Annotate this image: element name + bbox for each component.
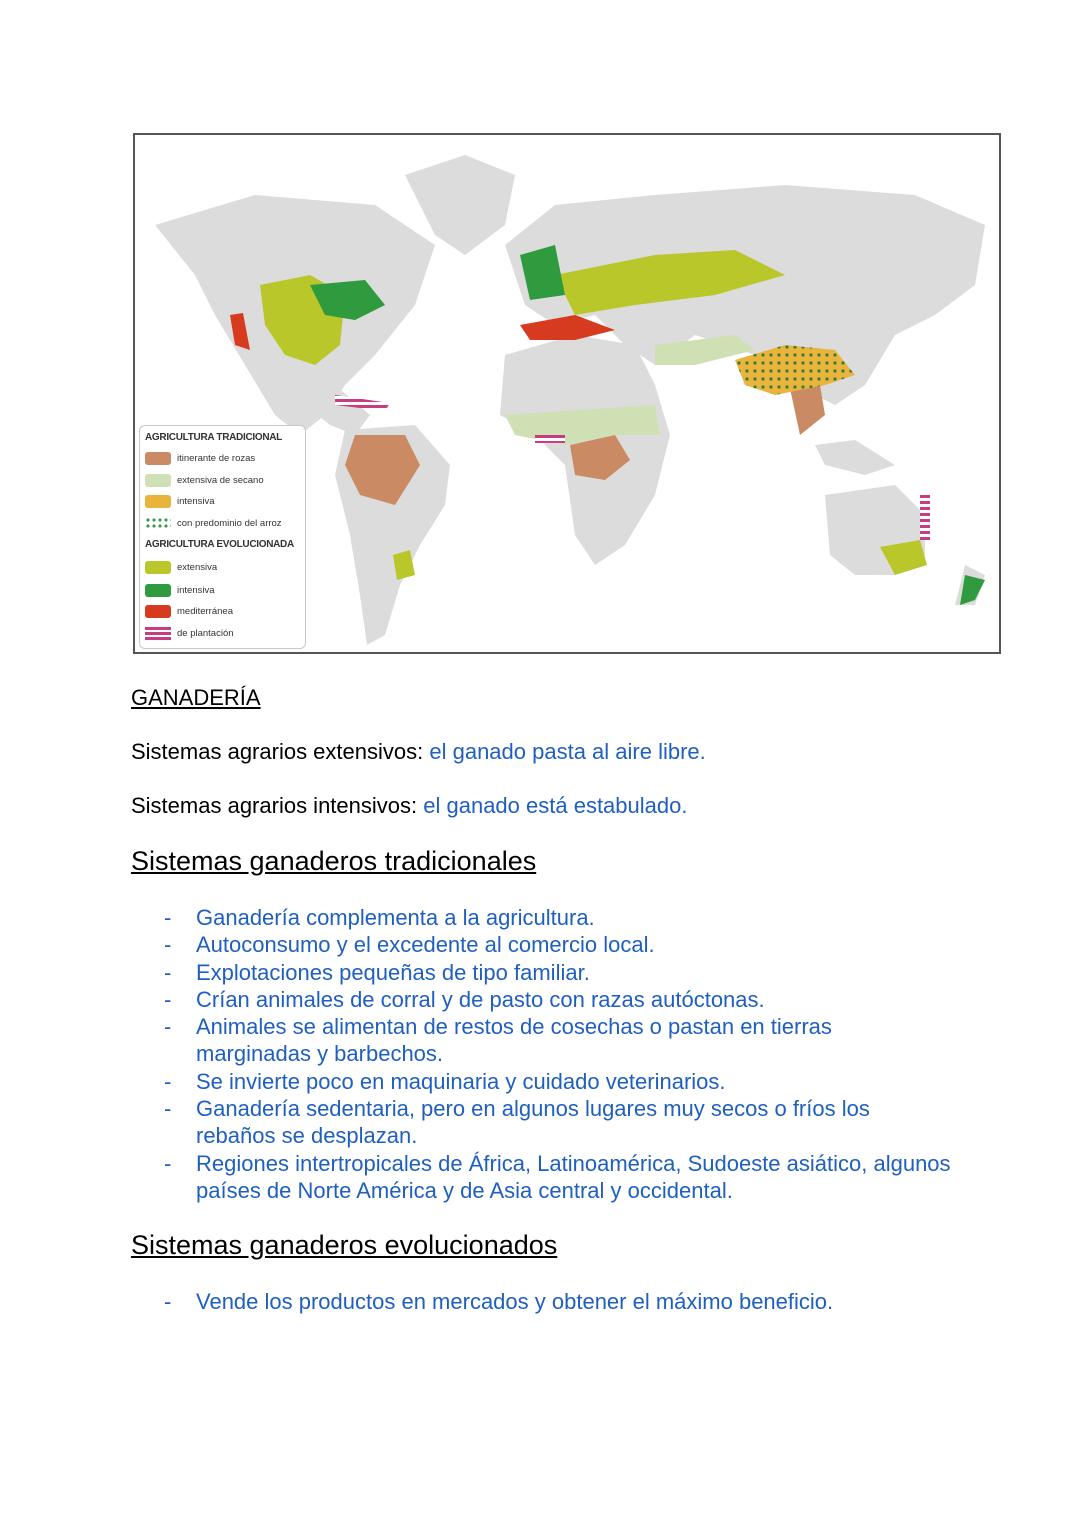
legend-item bbox=[145, 559, 217, 575]
ganaderia-heading: GANADERÍA bbox=[131, 685, 261, 710]
list-item: - Se invierte poco en maquinaria y cuidado veterinarios. bbox=[164, 1068, 726, 1094]
list-item: - Ganadería sedentaria, pero en algunos lugares muy secos o fríos los rebaños se desplazan. bbox=[164, 1096, 870, 1149]
intensivos-value: el ganado está estabulado. bbox=[423, 793, 688, 818]
extensivos-line bbox=[131, 738, 706, 765]
extensivos-label: Sistemas agrarios extensivos: bbox=[131, 739, 424, 764]
legend-label: mediterránea bbox=[177, 605, 233, 617]
legend-label: itinerante de rozas bbox=[177, 452, 256, 464]
evolucionados-title: Sistemas ganaderos evolucionados bbox=[131, 1230, 558, 1260]
legend-swatch bbox=[145, 561, 171, 574]
legend-label: extensiva bbox=[177, 561, 218, 573]
legend-item bbox=[145, 515, 282, 531]
legend-label: de plantación bbox=[177, 627, 234, 639]
legend-evolved-title: AGRICULTURA EVOLUCIONADA bbox=[145, 539, 294, 550]
legend-label: intensiva bbox=[177, 495, 215, 507]
legend-label: extensiva de secano bbox=[177, 474, 264, 486]
map-legend bbox=[139, 425, 306, 649]
list-item: - Animales se alimentan de restos de cosechas o pastan en tierras marginadas y barbechos. bbox=[164, 1014, 832, 1067]
legend-item bbox=[145, 603, 233, 619]
legend-label: intensiva bbox=[177, 584, 215, 596]
intensivos-label: Sistemas agrarios intensivos: bbox=[131, 793, 418, 818]
legend-item bbox=[145, 472, 264, 488]
extensivos-value: el ganado pasta al aire libre. bbox=[429, 739, 706, 764]
legend-swatch bbox=[145, 517, 171, 530]
legend-traditional-title: AGRICULTURA TRADICIONAL bbox=[145, 432, 282, 443]
area-plantacion-au bbox=[920, 495, 930, 540]
list-item: - Regiones intertropicales de África, Latinoamérica, Sudoeste asiático, algunos países de Norte América y de Asia central y occidental. bbox=[164, 1150, 951, 1203]
list-item: - Ganadería complementa a la agricultura. bbox=[164, 905, 595, 930]
legend-swatch bbox=[145, 605, 171, 618]
legend-swatch bbox=[145, 584, 171, 597]
evolucionados-list bbox=[131, 1288, 951, 1315]
world-agriculture-map bbox=[133, 133, 1001, 654]
legend-swatch bbox=[145, 495, 171, 508]
list-item: - Vende los productos en mercados y obtener el máximo beneficio. bbox=[164, 1289, 834, 1314]
legend-item bbox=[145, 450, 255, 466]
land-indonesia bbox=[815, 440, 895, 475]
list-item: - Explotaciones pequeñas de tipo familiar. bbox=[164, 959, 590, 985]
list-item: - Crían animales de corral y de pasto con razas autóctonas. bbox=[164, 986, 765, 1012]
tradicionales-list bbox=[131, 904, 951, 1204]
area-plantacion-af bbox=[535, 435, 565, 443]
legend-swatch bbox=[145, 452, 171, 465]
legend-label: con predominio del arroz bbox=[177, 517, 282, 529]
list-item: - Autoconsumo y el excedente al comercio local. bbox=[164, 932, 655, 958]
intensivos-line bbox=[131, 792, 687, 819]
legend-item bbox=[145, 493, 215, 509]
legend-swatch bbox=[145, 627, 171, 640]
legend-item bbox=[145, 625, 234, 641]
tradicionales-title: Sistemas ganaderos tradicionales bbox=[131, 846, 537, 876]
legend-item bbox=[145, 582, 215, 598]
legend-swatch bbox=[145, 474, 171, 487]
